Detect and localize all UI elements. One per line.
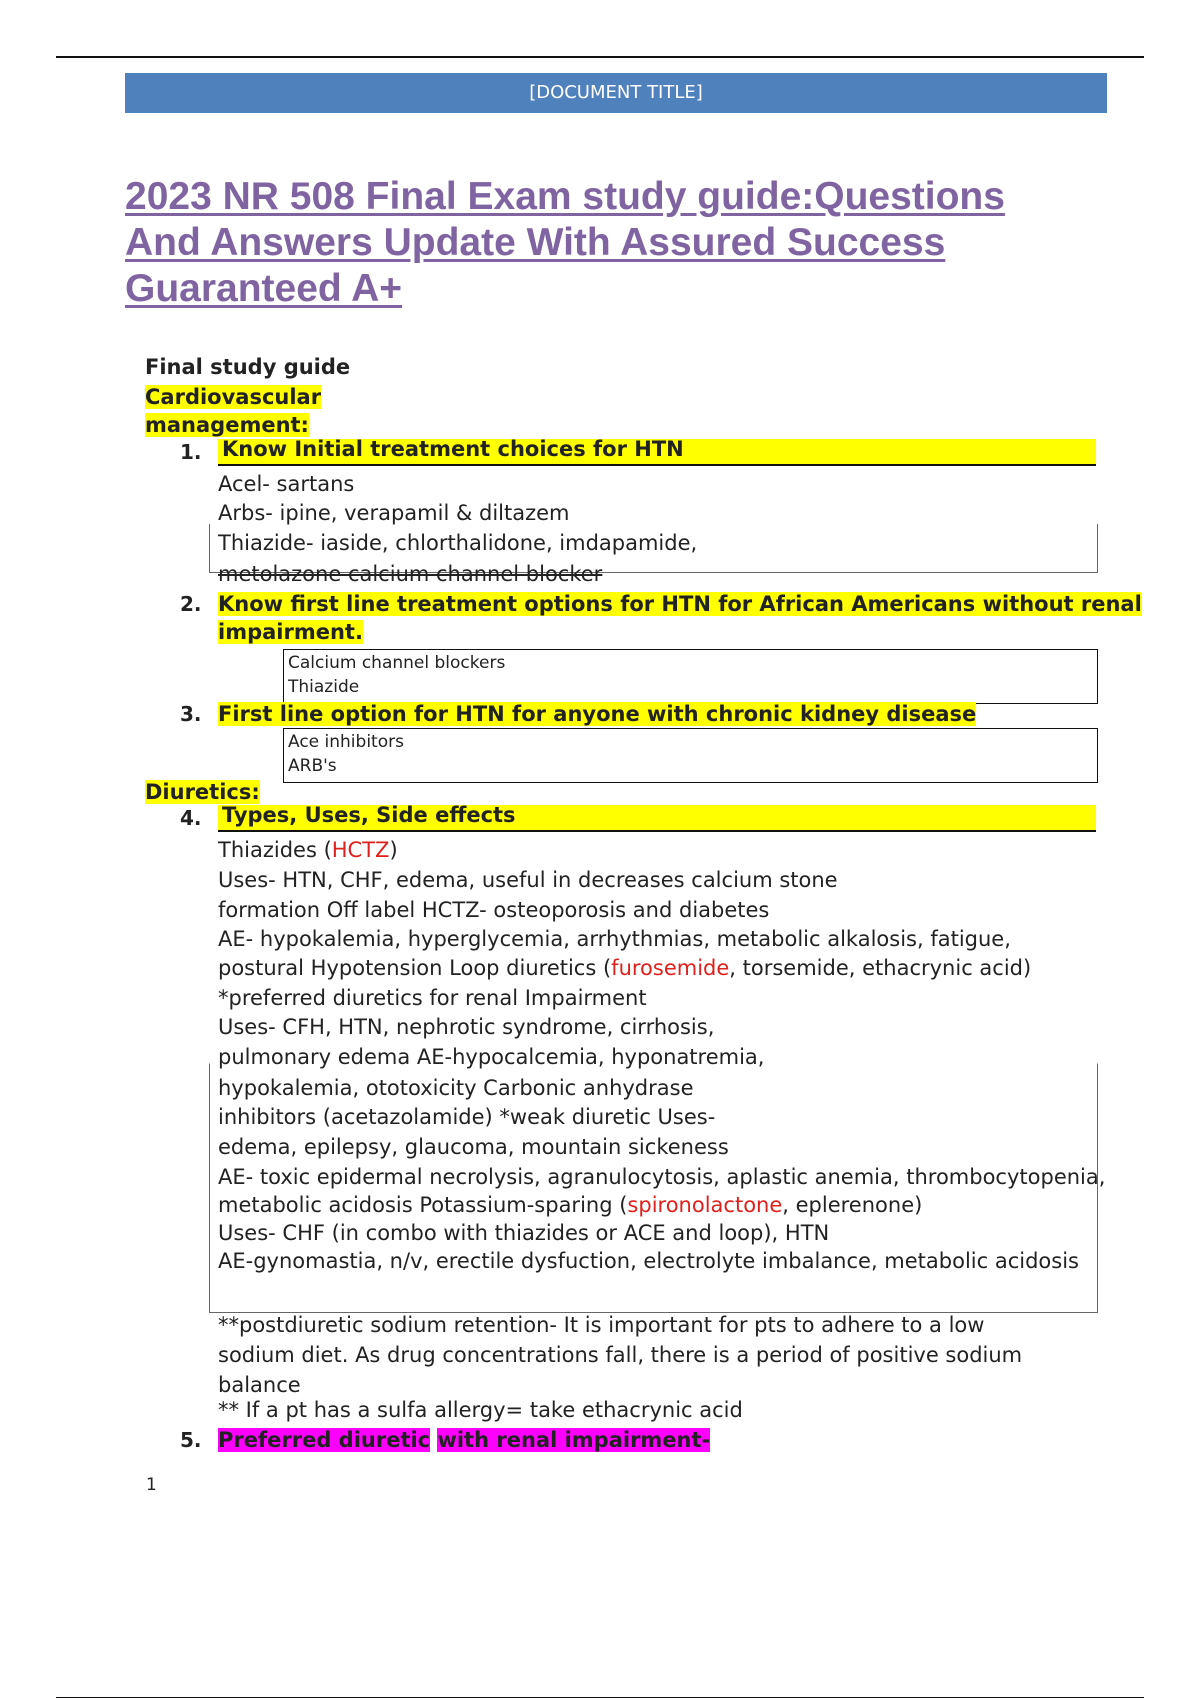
q2-answer-1: Calcium channel blockers <box>288 653 506 673</box>
q4-line-13: metabolic acidosis Potassium-sparing (spironolactone, eplerenone) <box>218 1193 923 1217</box>
q4-heading: Types, Uses, Side effects <box>218 805 1096 832</box>
q4-line-7: Uses- CFH, HTN, nephrotic syndrome, cirrhosis, <box>218 1015 715 1039</box>
title-line-2: And Answers Update With Assured Success <box>125 221 946 264</box>
q3-answer-box <box>283 728 1098 783</box>
q4-line-6: *preferred diuretics for renal Impairment <box>218 986 647 1010</box>
q1-line-2: Arbs- ipine, verapamil & diltazem <box>218 501 570 525</box>
q2-answer-2: Thiazide <box>288 677 360 697</box>
q3-number: 3. <box>180 702 202 726</box>
drug-furosemide: furosemide <box>611 956 730 980</box>
q1-line-4: metolazone calcium channel blocker <box>218 562 603 586</box>
q4-line-12: AE- toxic epidermal necrolysis, agranulocytosis, aplastic anemia, thrombocytopenia, <box>218 1165 1106 1189</box>
q1-number: 1. <box>180 440 202 464</box>
drug-spironolactone: spironolactone <box>627 1193 783 1217</box>
top-rule <box>56 56 1144 58</box>
diuretics-heading: Diuretics: <box>145 780 260 804</box>
q1-line-1: Acel- sartans <box>218 472 355 496</box>
q3-answer-2: ARB's <box>288 756 337 776</box>
q4-line-thiazides: Thiazides (HCTZ) <box>218 838 398 862</box>
q2-heading-line1: Know first line treatment options for HTN for African Americans without renal <box>218 592 1142 616</box>
drug-hctz: HCTZ <box>331 838 390 862</box>
q4-line-9: hypokalemia, ototoxicity Carbonic anhydrase <box>218 1076 694 1100</box>
q4-note-4: ** If a pt has a sulfa allergy= take ethacrynic acid <box>218 1398 743 1422</box>
section-label: Final study guide <box>145 355 351 379</box>
q5-heading: Preferred diuretic with renal impairment- <box>218 1428 711 1452</box>
q4-line-10: inhibitors (acetazolamide) *weak diuretic Uses- <box>218 1105 716 1129</box>
q3-heading: First line option for HTN for anyone with chronic kidney disease <box>218 702 977 726</box>
q4-line-2: Uses- HTN, CHF, edema, useful in decreases calcium stone <box>218 868 838 892</box>
q4-line-8: pulmonary edema AE-hypocalcemia, hyponatremia, <box>218 1045 765 1069</box>
q1-heading: Know Initial treatment choices for HTN <box>218 439 1096 466</box>
q4-number: 4. <box>180 806 202 830</box>
q4-line-3: formation Off label HCTZ- osteoporosis and diabetes <box>218 898 770 922</box>
q4-note-3: balance <box>218 1373 301 1397</box>
bottom-rule <box>56 1697 1144 1698</box>
q2-number: 2. <box>180 592 202 616</box>
q4-line-5: postural Hypotension Loop diuretics (furosemide, torsemide, ethacrynic acid) <box>218 956 1032 980</box>
cardio-heading-line1: Cardiovascular <box>145 385 322 409</box>
q2-heading-line2: impairment. <box>218 620 363 644</box>
q1-line-3: Thiazide- iaside, chlorthalidone, imdapamide, <box>218 531 698 555</box>
q4-note-1: **postdiuretic sodium retention- It is important for pts to adhere to a low <box>218 1313 985 1337</box>
page-number: 1 <box>146 1475 157 1495</box>
main-title <box>125 174 1085 312</box>
title-line-1: 2023 NR 508 Final Exam study guide:Questions <box>125 175 1005 218</box>
q4-line-4: AE- hypokalemia, hyperglycemia, arrhythmias, metabolic alkalosis, fatigue, <box>218 927 1011 951</box>
cardio-heading-line2: management: <box>145 413 309 437</box>
q4-line-15: AE-gynomastia, n/v, erectile dysfuction, electrolyte imbalance, metabolic acidosis <box>218 1249 1079 1273</box>
q4-line-11: edema, epilepsy, glaucoma, mountain sickeness <box>218 1135 729 1159</box>
document-title-banner: [DOCUMENT TITLE] <box>125 73 1107 113</box>
title-line-3: Guaranteed A+ <box>125 267 403 310</box>
q4-line-14: Uses- CHF (in combo with thiazides or ACE and loop), HTN <box>218 1221 830 1245</box>
q5-number: 5. <box>180 1428 202 1452</box>
q3-answer-1: Ace inhibitors <box>288 732 404 752</box>
q4-note-2: sodium diet. As drug concentrations fall, there is a period of positive sodium <box>218 1343 1023 1367</box>
